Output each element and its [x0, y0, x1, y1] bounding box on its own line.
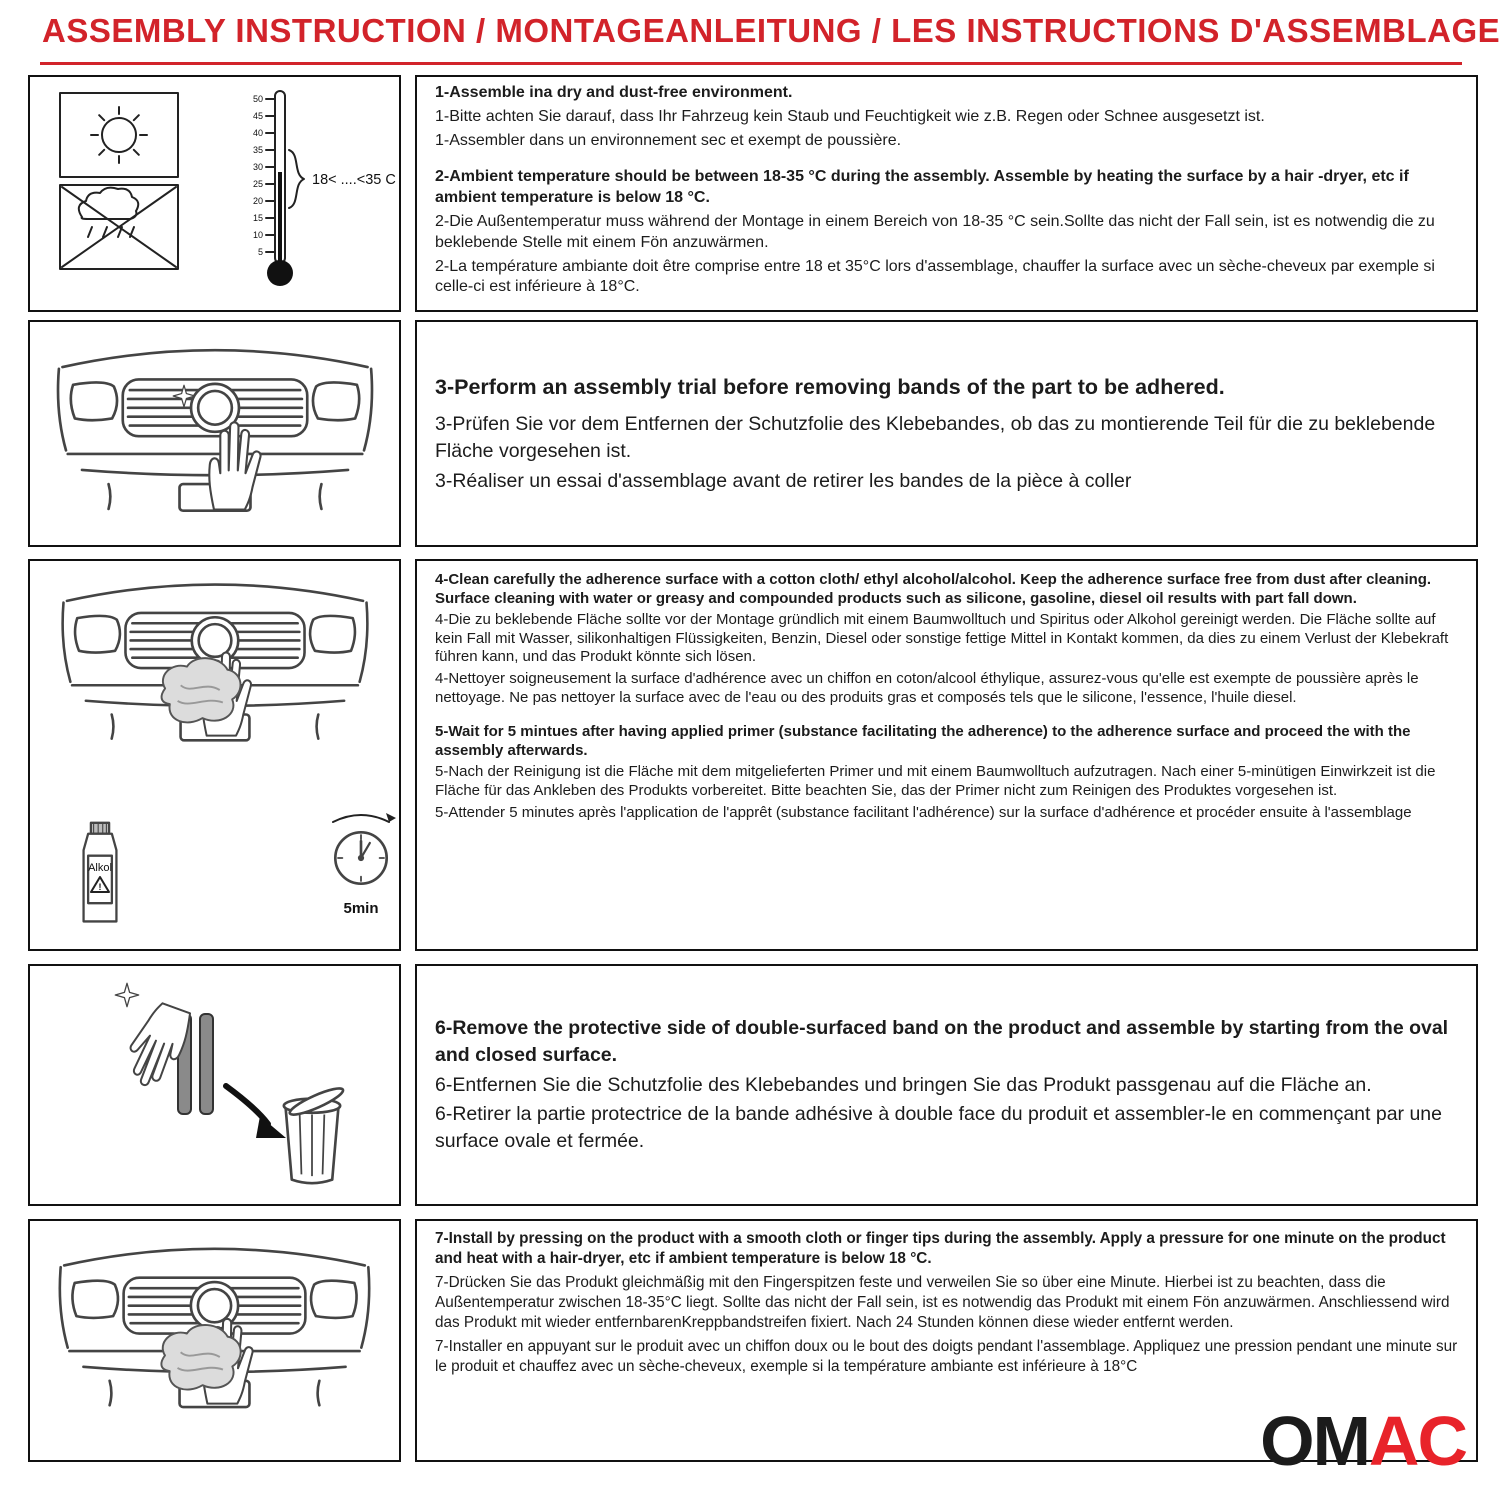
- pressing-illustration: [30, 1221, 399, 1460]
- pressing-illustration-box: [28, 1219, 401, 1462]
- step-1-fr: 1-Assembler dans un environnement sec et exempt de poussière.: [435, 131, 902, 149]
- bottle-label: Alkol: [88, 862, 112, 874]
- clock-icon: [333, 813, 396, 917]
- alcohol-bottle-icon: [84, 823, 117, 922]
- step-4-5-row: [0, 559, 1500, 951]
- step-3-row: [0, 320, 1500, 547]
- svg-text:50: 50: [252, 94, 263, 104]
- svg-text:30: 30: [252, 162, 263, 172]
- step-1-2-text: [415, 75, 1478, 312]
- step-4-en: 4-Clean carefully the adherence surface with a cotton cloth/ ethyl alcohol/alcohol. Keep the adherence surface free from dust after cleaning. Surface cleaning with water or greasy and compounded products such as silicone, gasoline, diesel oil results with part fall down.: [435, 571, 1432, 607]
- step-4-fr: 4-Nettoyer soigneusement la surface d'adhérence avec un chiffon en coton/alcool éthylique, assurez-vous qu'elle est exempte de poussière après le nettoyage. Ne pas nettoyer la surface avec de l'eau ou des produits gras et composés tels que le silicone, l'essence, l'huile diesel.: [435, 669, 1419, 706]
- step-6-fr: 6-Retirer la partie protectrice de la bande adhésive à double face du produit et assembler-le en commençant par une surface ovale et fermée.: [435, 1103, 1443, 1153]
- step-3-fr: 3-Réaliser un essai d'assemblage avant de retirer les bandes de la pièce à coller: [435, 470, 1132, 493]
- step-6-text: [415, 964, 1478, 1206]
- step-2-en: 2-Ambient temperature should be between 18-35 °C during the assembly. Assemble by heating the surface by a hair -dryer, etc if ambient temperature is below 18 °C.: [435, 168, 1409, 207]
- step-7-de: 7-Drücken Sie das Produkt gleichmäßig mit den Fingerspitzen feste und verweilen Sie so über eine Minute. Hierbei ist zu beachten, dass die Außentemperatur zwischen 18-35°C liegt. Sollte das nicht der Fall sein, ist es notwendig das Produkt mit einem Fön anzuwärmen. Anschliessend wird das Produkt mit wieder entfernbarenKreppbandstreifen fixiert. Nach 24 Stunden können diese wieder entfernt werden.: [435, 1273, 1450, 1332]
- svg-text:45: 45: [252, 111, 263, 121]
- step-3-de: 3-Prüfen Sie vor dem Entfernen der Schutzfolie des Klebebandes, ob das zu montierende Teil für die zu beklebende Fläche vorgesehen ist.: [435, 412, 1436, 462]
- step-3-en: 3-Perform an assembly trial before removing bands of the part to be adhered.: [435, 374, 1225, 399]
- arrow-icon: [226, 1086, 286, 1138]
- thermometer-icon: [253, 91, 396, 286]
- environment-temperature-illustration: [30, 77, 399, 310]
- step-4-de: 4-Die zu beklebende Fläche sollte vor der Montage gründlich mit einem Baumwolltuch und Spiritus oder Alkohol gereinigt werden. Die Fläche sollte auf kein Fall mit Wasser, silikonhaltigen Flüssigkeiten, Benzin, Diesel oder sonstige fettige Mittel in Kontakt kommen, da dies zu einem Verlust der Klebekraft führen kann, und das Produkt könnte sich lösen.: [435, 611, 1449, 666]
- cleaning-illustration: [30, 561, 399, 949]
- band-removal-illustration: [30, 966, 399, 1204]
- no-rain-icon: [60, 185, 178, 269]
- cleaning-illustration-box: [28, 559, 401, 951]
- step-2-fr: 2-La température ambiante doit être comprise entre 18 et 35°C lors d'assemblage, chauffer la surface avec un sèche-cheveux par exemple si celle-ci est inférieure à 18°C.: [435, 257, 1435, 296]
- step-5-de: 5-Nach der Reinigung ist die Fläche mit dem mitgelieferten Primer und mit einem Baumwolltuch aufzutragen. Nach einer 5-minütigen Einwirkzeit ist die Fläche für das Ankleben des Produkts vorbereitet. Bitte beachten Sie, das der Primer nicht zum Reinigen des Produktes vorgesehen ist.: [435, 763, 1436, 799]
- step-4-5-text: [415, 559, 1478, 951]
- step-6-en: 6-Remove the protective side of double-surfaced band on the product and assemble by starting from the oval and closed surface.: [435, 1016, 1449, 1066]
- svg-text:15: 15: [252, 213, 263, 223]
- step-3-text: [415, 320, 1478, 547]
- omac-logo: [1260, 1402, 1466, 1480]
- title-underline: [40, 62, 1462, 65]
- step-6-row: [0, 964, 1500, 1206]
- star-icon: [115, 983, 138, 1006]
- svg-text:25: 25: [252, 179, 263, 189]
- step-5-en: 5-Wait for 5 mintues after having applied primer (substance facilitating the adherence) to the adherence surface and proceed the with the assembly afterwards.: [435, 723, 1411, 759]
- assembly-trial-illustration: [30, 322, 399, 545]
- warning-mark: !: [98, 882, 102, 892]
- svg-text:10: 10: [252, 230, 263, 240]
- temperature-range-label: 18< ....<35 C: [312, 172, 396, 188]
- step-7-en: 7-Install by pressing on the product with a smooth cloth or finger tips during the assembly. Apply a pressure for one minute on the product and heat with a hair-dryer, etc if ambient temperature is below 18 °C.: [435, 1230, 1446, 1268]
- clock-label: 5min: [343, 900, 379, 917]
- thermometer-scale: [253, 94, 263, 257]
- band-removal-illustration-box: [28, 964, 401, 1206]
- step-2-de: 2-Die Außentemperatur muss während der Montage in einem Bereich von 18-35 °C sein.Sollte das nicht der Fall sein, ist es notwendig die zu beklebende Stelle mit einem Fön anzuwärmen.: [435, 212, 1435, 251]
- omac-logo-om: OM: [1260, 1402, 1369, 1480]
- page-title: ASSEMBLY INSTRUCTION / MONTAGEANLEITUNG / LES INSTRUCTIONS D'ASSEMBLAGE: [42, 12, 1500, 49]
- step-7-fr: 7-Installer en appuyant sur le produit avec un chiffon doux ou le bout des doigts pendant l'assemblage. Appliquez une pression pendant une minute sur le produit et chauffez avec un sèche-cheveux, exemple si la température ambiante est inférieure à 18°C: [435, 1337, 1458, 1376]
- assembly-trial-illustration-box: [28, 320, 401, 547]
- sun-icon: [60, 93, 178, 177]
- step-5-fr: 5-Attender 5 minutes après l'application de l'apprêt (substance facilitant l'adhérence) sur la surface d'adhérence et procéder ensuite à l'assemblage: [435, 803, 1412, 821]
- environment-temperature-illustration-box: [28, 75, 401, 312]
- svg-text:5: 5: [257, 247, 263, 257]
- step-1-2-row: [0, 75, 1500, 312]
- step-1-de: 1-Bitte achten Sie darauf, dass Ihr Fahrzeug kein Staub und Feuchtigkeit wie z.B. Regen oder Schnee ausgesetzt ist.: [435, 107, 1265, 125]
- step-6-de: 6-Entfernen Sie die Schutzfolie des Klebebandes und bringen Sie das Produkt passgenau auf die Fläche an.: [435, 1073, 1372, 1096]
- svg-text:20: 20: [252, 196, 263, 206]
- step-1-en: 1-Assemble ina dry and dust-free environment.: [435, 84, 793, 101]
- omac-logo-ac: AC: [1368, 1402, 1466, 1480]
- svg-text:35: 35: [252, 145, 263, 155]
- svg-text:40: 40: [252, 128, 263, 138]
- trash-can-icon: [284, 1084, 346, 1183]
